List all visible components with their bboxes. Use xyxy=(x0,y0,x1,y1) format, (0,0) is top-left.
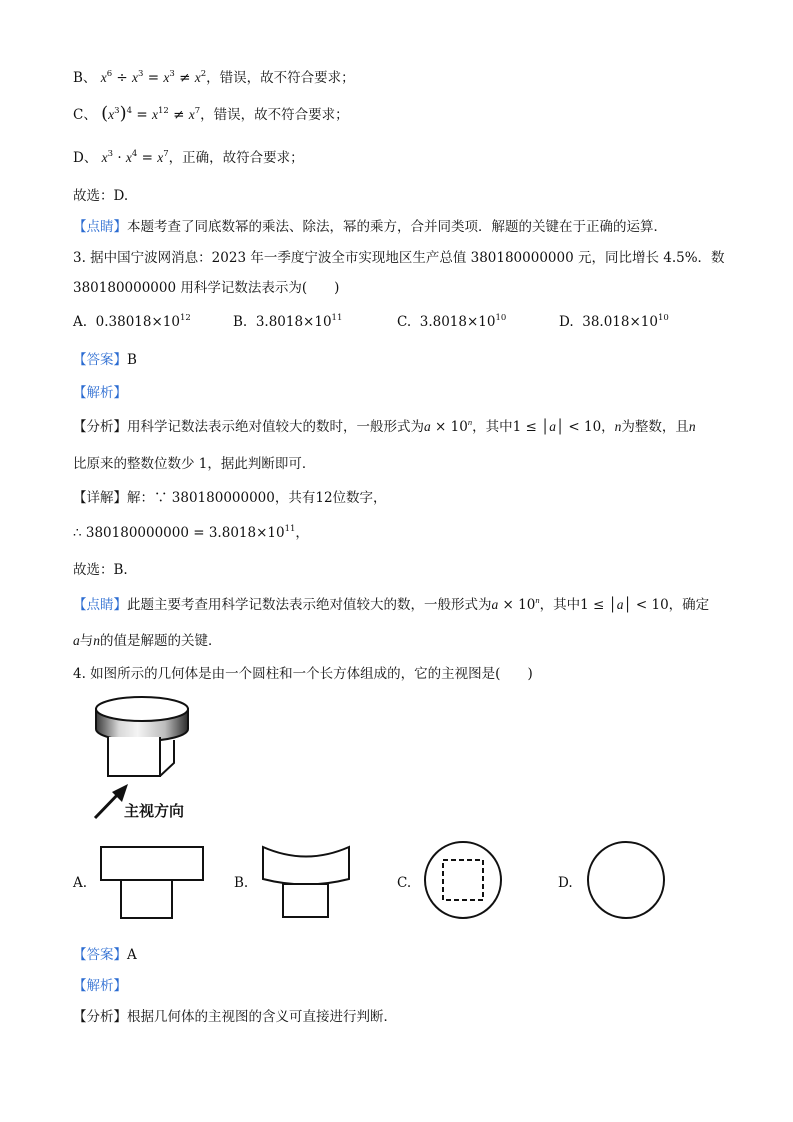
option-a-figure xyxy=(100,846,210,921)
option-label: B、 xyxy=(73,70,97,86)
q4-fenxi xyxy=(73,1005,397,1025)
q4-line1: 4. 如图所示的几何体是由一个圆柱和一个长方体组成的，它的主视图是( ) xyxy=(73,666,533,682)
choice-mantissa: 0.38018×10 xyxy=(95,314,180,330)
fenxi-text: ， xyxy=(601,419,615,435)
tip-tag: 【点睛】 xyxy=(73,597,127,613)
answer-tag: 【答案】 xyxy=(73,352,127,368)
q3-detail-line2 xyxy=(73,521,309,541)
choice-mantissa: 3.8018×10 xyxy=(419,314,496,330)
fenxi-text: 用科学记数法表示绝对值较大的数时，一般形式为 xyxy=(127,419,424,435)
tip-text: 的值是解题的关键． xyxy=(100,633,222,649)
choose-line: 故选：D. xyxy=(73,188,129,204)
option-b-line xyxy=(73,66,355,86)
choice-label: D. xyxy=(559,314,574,330)
tip-tag: 【点睛】 xyxy=(73,219,127,235)
option-c-line xyxy=(73,103,349,124)
choice-exponent: 10 xyxy=(495,313,507,323)
tip-text: ，其中 xyxy=(539,597,581,613)
option-b-figure xyxy=(261,846,361,921)
answer-tag: 【答案】 xyxy=(73,947,127,963)
q4-answer xyxy=(73,943,137,963)
detail-tag: 【详解】 xyxy=(73,490,127,506)
option-text: ，错误，故不符合要求； xyxy=(200,107,349,123)
formula: 1 ≤ │a│ < 10 xyxy=(580,597,669,613)
option-text: ，错误，故不符合要求； xyxy=(206,70,355,86)
q3-fenxi-line2: 比原来的整数位数少 1，据此判断即可． xyxy=(73,456,316,472)
tip-text: 此题主要考查用科学记数法表示绝对值较大的数，一般形式为 xyxy=(127,597,492,613)
choice-exponent: 11 xyxy=(331,313,343,323)
q3-line1: 3. 据中国宁波网消息：2023 年一季度宁波全市实现地区生产总值 380180000000 元，同比增长 4.5%．数 xyxy=(73,250,725,266)
choice-exponent: 12 xyxy=(179,313,191,323)
answer-value: A xyxy=(127,947,137,963)
q3-choose: 故选：B. xyxy=(73,562,128,578)
option-label: C、 xyxy=(73,107,97,123)
q3-analysis-tag: 【解析】 xyxy=(73,385,127,401)
formula: $(x^3)^4 = x^{12} \ne x^7$ xyxy=(101,103,201,124)
fenxi-tag: 【分析】 xyxy=(73,1009,127,1025)
option-d-line xyxy=(73,146,304,166)
choice-exponent: 10 xyxy=(657,313,669,323)
q3-detail-line1 xyxy=(73,486,387,506)
tip-text: ，确定 xyxy=(668,597,710,613)
q4-analysis-tag: 【解析】 xyxy=(73,978,127,994)
formula: $a \times 10^n$ xyxy=(424,417,473,435)
option-d-figure xyxy=(586,840,671,925)
formula: $x^3 \cdot x^4 = x^7$ xyxy=(101,149,169,166)
choice-mantissa: 38.018×10 xyxy=(582,314,658,330)
q3-fenxi-line1: 【分析】用科学记数法表示绝对值较大的数时，一般形式为$a \times 10^n$，其中1 ≤ │a│ < 10，n为整数，且n xyxy=(73,417,696,435)
q3-choice-a xyxy=(73,314,191,330)
fenxi-tag: 【分析】 xyxy=(73,419,127,435)
q3-choice-b xyxy=(233,314,342,330)
option-c-figure xyxy=(423,840,508,925)
q4-choice-d-label: D. xyxy=(558,875,573,891)
view-direction-label: 主视方向 xyxy=(124,802,185,820)
q3-answer xyxy=(73,348,137,368)
answer-value: B xyxy=(127,352,137,368)
tip-text: 与 xyxy=(79,633,94,649)
q4-choice-c-label: C. xyxy=(397,875,412,891)
solid-figure xyxy=(90,693,220,793)
option-text: ，正确，故符合要求； xyxy=(168,150,304,166)
detail-text: 解：∵ 380180000000，共有12位数字， xyxy=(127,490,387,506)
choice-mantissa: 3.8018×10 xyxy=(255,314,332,330)
q4-choice-b-label: B. xyxy=(234,875,249,891)
detail-formula: ∴ 380180000000 = 3.8018×10 xyxy=(73,525,285,541)
q3-tip-line2: a与n的值是解题的关键． xyxy=(73,633,222,649)
detail-text: ， xyxy=(295,525,309,541)
q3-choice-c xyxy=(397,314,506,330)
fenxi-text: 根据几何体的主视图的含义可直接进行判断． xyxy=(127,1009,397,1025)
detail-exponent: 11 xyxy=(284,524,296,534)
q3-line2: 380180000000 用科学记数法表示为( ) xyxy=(73,280,340,296)
q3-tip-line1 xyxy=(73,593,709,613)
q4-choice-a-label: A. xyxy=(73,875,88,891)
formula: $a \times 10^n$ xyxy=(491,595,540,613)
choice-label: C. xyxy=(397,314,412,330)
formula: 1 ≤ │a│ < 10 xyxy=(512,419,602,435)
tip-text: 本题考查了同底数幂的乘法、除法，幂的乘方，合并同类项．解题的关键在于正确的运算． xyxy=(127,219,667,235)
option-label: D、 xyxy=(73,150,98,166)
fenxi-text: 为整数，且 xyxy=(621,419,689,435)
formula: $x^6 \div x^3 = x^3 \ne x^2$ xyxy=(100,69,207,86)
q3-choice-d xyxy=(559,314,669,330)
fenxi-text: ，其中 xyxy=(472,419,513,435)
choice-label: A. xyxy=(73,314,88,330)
tip-line xyxy=(73,215,667,235)
choice-label: B. xyxy=(233,314,248,330)
